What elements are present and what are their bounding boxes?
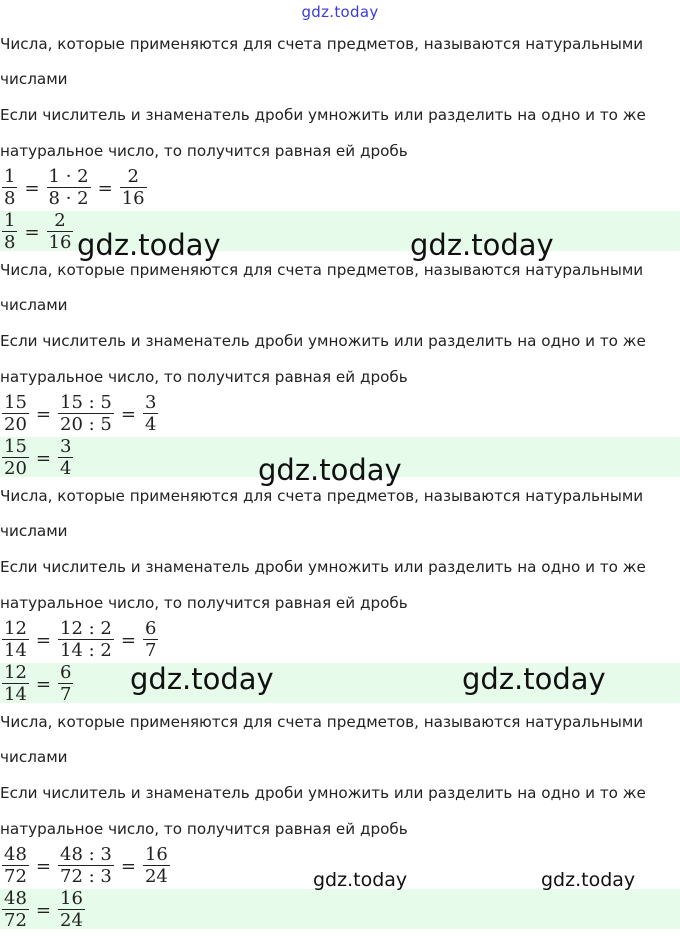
denominator: 72 — [2, 909, 29, 930]
equals-sign: = — [35, 855, 51, 877]
definition-line: числами — [0, 296, 68, 314]
fraction — [2, 619, 29, 662]
numerator: 6 — [144, 617, 157, 639]
numerator: 48 — [4, 889, 27, 909]
numerator: 1 — [4, 165, 16, 187]
denominator: 8 — [2, 231, 17, 252]
fraction — [143, 619, 158, 662]
definition-line: Числа, которые применяются для счета предметов, называются натуральными — [0, 487, 644, 505]
fraction — [143, 393, 158, 436]
fraction — [58, 663, 73, 703]
numerator: 16 — [60, 889, 83, 909]
fraction — [58, 889, 85, 929]
numerator: 15 — [4, 437, 27, 457]
denominator: 14 — [4, 639, 27, 661]
denominator: 20 — [2, 457, 29, 478]
numerator: 6 — [60, 663, 72, 683]
answer-band — [0, 889, 680, 929]
fraction — [120, 167, 147, 210]
watermark: gdz.today — [541, 869, 636, 891]
definition-line: числами — [0, 522, 68, 540]
denominator: 8 — [4, 187, 16, 209]
equals-sign: = — [35, 403, 51, 425]
numerator: 16 — [144, 843, 168, 865]
equals-sign: = — [35, 629, 51, 651]
numerator: 3 — [144, 391, 157, 413]
denominator: 20 — [4, 413, 27, 435]
definition-line: Числа, которые применяются для счета предметов, называются натуральными — [0, 35, 644, 53]
fraction — [58, 845, 114, 888]
watermark: gdz.today — [258, 453, 402, 487]
watermark: gdz.today — [462, 662, 606, 696]
denominator: 8 · 2 — [48, 187, 89, 209]
denominator: 4 — [58, 457, 73, 478]
numerator: 48 : 3 — [60, 843, 112, 865]
numerator: 12 — [4, 663, 27, 683]
denominator: 24 — [58, 909, 85, 930]
solution-section-1 — [0, 32, 680, 258]
equation — [1, 841, 171, 891]
rule-line: натуральное число, то получится равная ей дробь — [0, 820, 408, 838]
fraction — [143, 845, 170, 888]
rule-line: натуральное число, то получится равная ей дробь — [0, 368, 408, 386]
definition-line: Числа, которые применяются для счета предметов, называются натуральными — [0, 713, 644, 731]
fraction — [2, 889, 29, 929]
denominator: 7 — [58, 683, 73, 704]
numerator: 48 — [4, 843, 27, 865]
equals-sign: = — [35, 673, 51, 695]
equals-sign: = — [97, 177, 113, 199]
fraction — [2, 393, 29, 436]
denominator: 4 — [144, 413, 157, 435]
numerator: 2 — [54, 211, 66, 231]
equals-sign: = — [120, 403, 136, 425]
denominator: 16 — [47, 231, 74, 252]
rule-line: натуральное число, то получится равная ей дробь — [0, 142, 408, 160]
rule-line: Если числитель и знаменатель дроби умножить или разделить на одно и то же — [0, 558, 646, 576]
answer-equation — [1, 663, 74, 703]
numerator: 15 — [4, 391, 27, 413]
fraction — [47, 211, 74, 251]
fraction — [2, 663, 29, 703]
fraction — [58, 437, 73, 477]
definition-line: Числа, которые применяются для счета предметов, называются натуральными — [0, 261, 644, 279]
answer-equation — [1, 437, 74, 477]
fraction — [58, 393, 114, 436]
denominator: 14 — [2, 683, 29, 704]
denominator: 7 — [144, 639, 157, 661]
equals-sign: = — [24, 177, 40, 199]
solution-section-4 — [0, 710, 680, 936]
site-logo[interactable]: gdz.today — [301, 3, 379, 21]
numerator: 3 — [60, 437, 72, 457]
watermark: gdz.today — [130, 662, 274, 696]
denominator: 24 — [144, 865, 168, 887]
numerator: 1 · 2 — [48, 165, 89, 187]
definition-line: числами — [0, 70, 68, 88]
fraction — [2, 437, 29, 477]
numerator: 1 — [4, 211, 16, 231]
rule-line: Если числитель и знаменатель дроби умножить или разделить на одно и то же — [0, 332, 646, 350]
rule-line: натуральное число, то получится равная ей дробь — [0, 594, 408, 612]
equation — [1, 615, 159, 665]
denominator: 16 — [121, 187, 145, 209]
numerator: 12 : 2 — [60, 617, 112, 639]
equals-sign: = — [24, 221, 40, 243]
equals-sign: = — [120, 629, 136, 651]
answer-equation — [1, 211, 74, 251]
fraction — [2, 211, 17, 251]
rule-line: Если числитель и знаменатель дроби умножить или разделить на одно и то же — [0, 784, 646, 802]
watermark: gdz.today — [410, 228, 554, 262]
numerator: 12 — [4, 617, 27, 639]
rule-line: Если числитель и знаменатель дроби умножить или разделить на одно и то же — [0, 106, 646, 124]
fraction — [2, 167, 17, 210]
fraction — [58, 619, 114, 662]
denominator: 72 — [4, 865, 27, 887]
denominator: 14 : 2 — [60, 639, 112, 661]
equals-sign: = — [35, 899, 51, 921]
watermark: gdz.today — [77, 228, 221, 262]
numerator: 2 — [127, 165, 139, 187]
equation — [1, 389, 159, 439]
numerator: 15 : 5 — [60, 391, 112, 413]
watermark: gdz.today — [313, 869, 408, 891]
equals-sign: = — [120, 855, 136, 877]
equals-sign: = — [35, 447, 51, 469]
answer-equation — [1, 889, 86, 929]
denominator: 72 : 3 — [60, 865, 112, 887]
equation — [1, 163, 148, 213]
definition-line: числами — [0, 748, 68, 766]
solution-section-2 — [0, 258, 680, 484]
fraction — [2, 845, 29, 888]
denominator: 20 : 5 — [60, 413, 112, 435]
fraction — [47, 167, 91, 210]
